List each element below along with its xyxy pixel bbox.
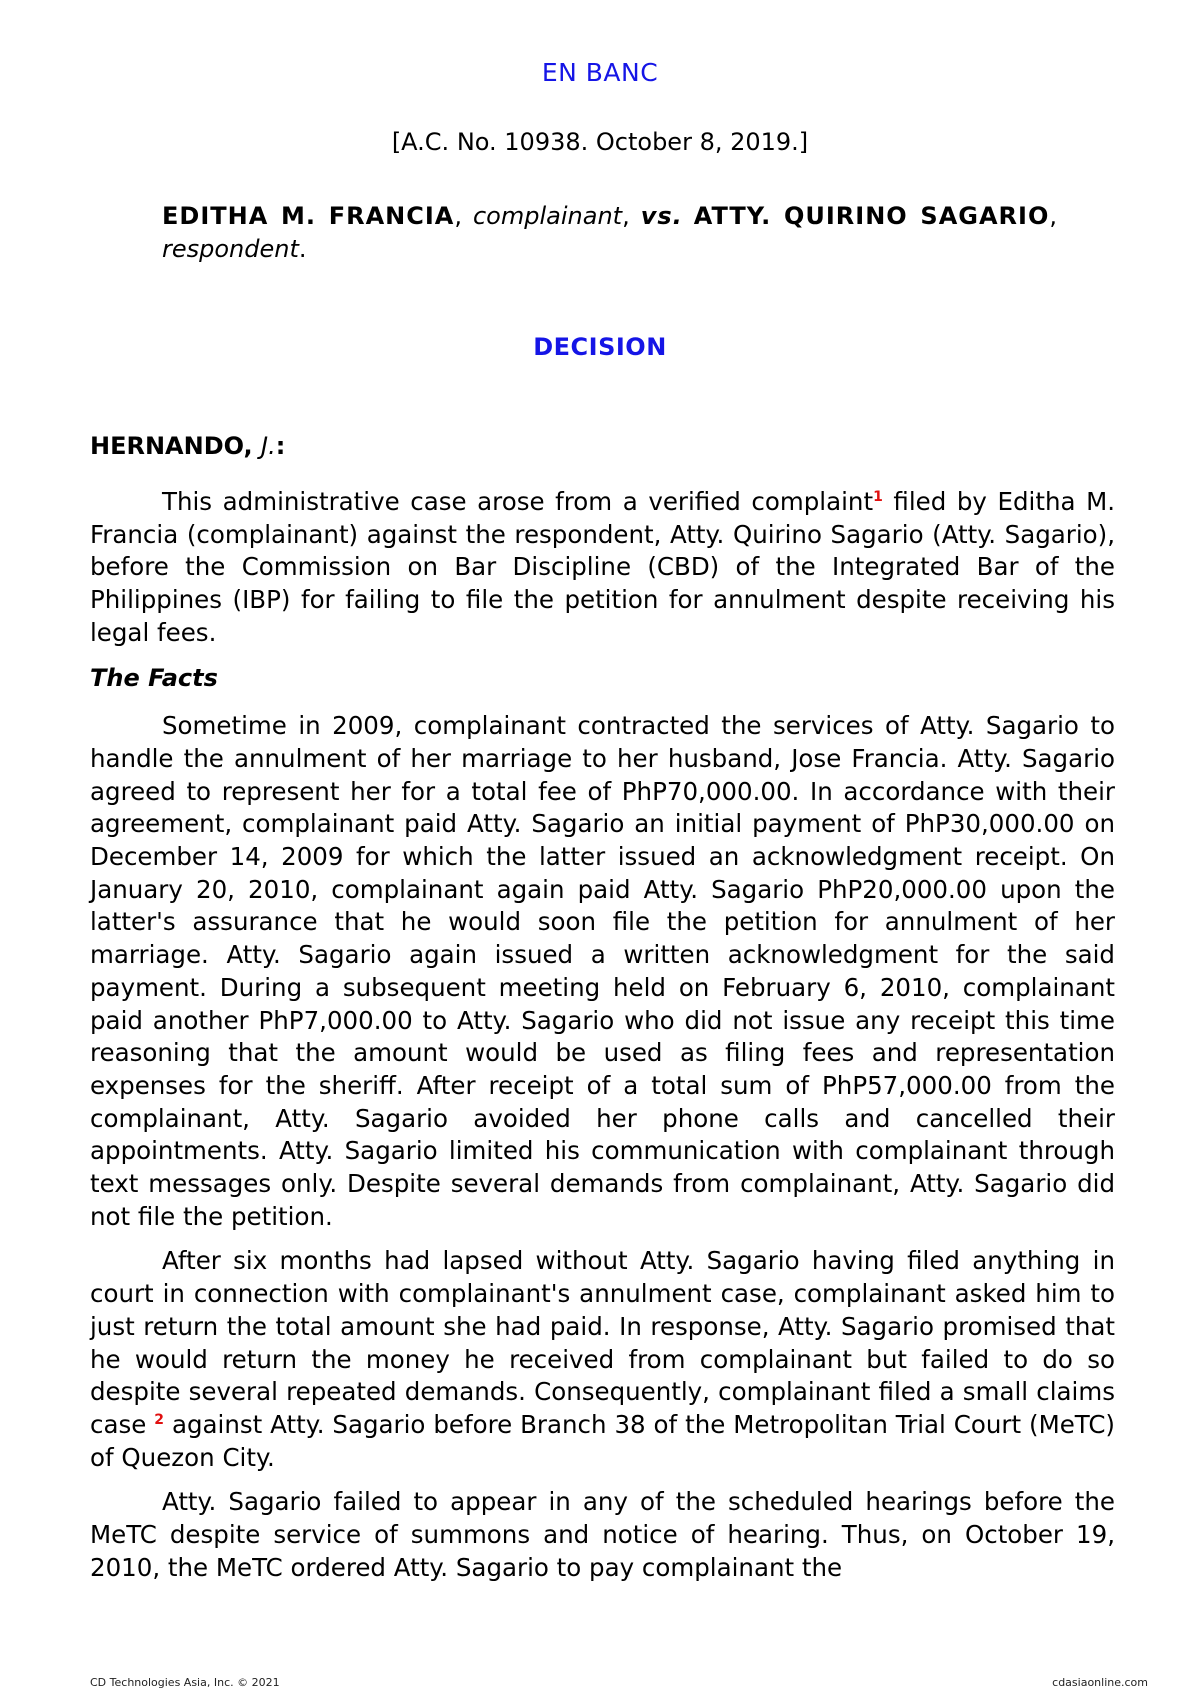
footer-site[interactable]: cdasiaonline.com xyxy=(1052,1676,1148,1689)
paragraph-4: Atty. Sagario failed to appear in any of the scheduled hearings before the MeTC despite service of summons and notice of hearing. Thus, on October 19, 2010, the MeTC ordered Atty. Sagario to pay complainant the xyxy=(90,1487,1115,1582)
complainant-name: EDITHA M. FRANCIA xyxy=(162,202,455,230)
paragraph-3 xyxy=(90,1245,1115,1474)
section-heading-facts: The Facts xyxy=(90,663,218,692)
ponente: HERNANDO, J.: xyxy=(90,432,286,460)
footnote-link-2[interactable]: 2 xyxy=(154,1411,165,1428)
case-citation: [A.C. No. 10938. October 8, 2019.] xyxy=(391,128,809,156)
respondent-name: ATTY. QUIRINO SAGARIO xyxy=(693,202,1050,230)
respondent-role: respondent xyxy=(162,235,299,263)
paragraph-1-text-b: filed by Editha M. Francia (complainant) against the respondent, Atty. Quirino Sagario (Atty. Sagario), before the Commission on Bar Discipline (CBD) of the Integrated Bar of the Philippines (IBP) for failing to file the petition for annulment despite receiving his legal fees. xyxy=(90,487,1116,647)
decision-body xyxy=(90,486,1115,1597)
paragraph-1 xyxy=(90,486,1115,650)
paragraph-1-text-a: This administrative case arose from a verified complaint xyxy=(162,487,874,516)
footnote-link-1[interactable]: 1 xyxy=(873,488,883,505)
ponente-title: J. xyxy=(261,432,276,460)
paragraph-2: Sometime in 2009, complainant contracted the services of Atty. Sagario to handle the annulment of her marriage to her husband, Jose Francia. Atty. Sagario agreed to represent her for a total fee of PhP70,000.00. In accordance with their agreement, complainant paid Atty. Sagario an initial payment of PhP30,000.00 on December 14, 2009 for which the latter issued an acknowledgment receipt. On January 20, 2010, complainant again paid Atty. Sagario PhP20,000.00 upon the latter's assurance that he would soon file the petition for annulment of her marriage. Atty. Sagario again issued a written acknowledgment for the said payment. During a subsequent meeting held on February 6, 2010, complainant paid another PhP7,000.00 to Atty. Sagario who did not issue any receipt this time reasoning that the amount would be used as filing fees and representation expenses for the sheriff. After receipt of a total sum of PhP57,000.00 from the complainant, Atty. Sagario avoided her phone calls and cancelled their appointments. Atty. Sagario limited his communication with complainant through text messages only. Despite several demands from complainant, Atty. Sagario did not file the petition. xyxy=(90,711,1115,1231)
versus-label: vs. xyxy=(640,202,683,230)
ponente-name: HERNANDO xyxy=(90,432,244,460)
case-parties: EDITHA M. FRANCIA, complainant, vs. ATTY. QUIRINO SAGARIO, respondent. xyxy=(162,202,1057,263)
complainant-role: complainant xyxy=(472,202,623,230)
court-division: EN BANC xyxy=(541,58,659,87)
footer-copyright: CD Technologies Asia, Inc. © 2021 xyxy=(90,1676,280,1689)
paragraph-3-text-b: against Atty. Sagario before Branch 38 of the Metropolitan Trial Court (MeTC) of Quezon City. xyxy=(90,1409,1115,1472)
document-type-heading: DECISION xyxy=(533,333,667,361)
paragraph-3-text-a: After six months had lapsed without Atty. Sagario having filed anything in court in connection with complainant's annulment case, complainant asked him to just return the total amount she had paid. In response, Atty. Sagario promised that he would return the money he received from complainant but failed to do so despite several repeated demands. Consequently, complainant filed a small claims case xyxy=(90,1246,1115,1439)
